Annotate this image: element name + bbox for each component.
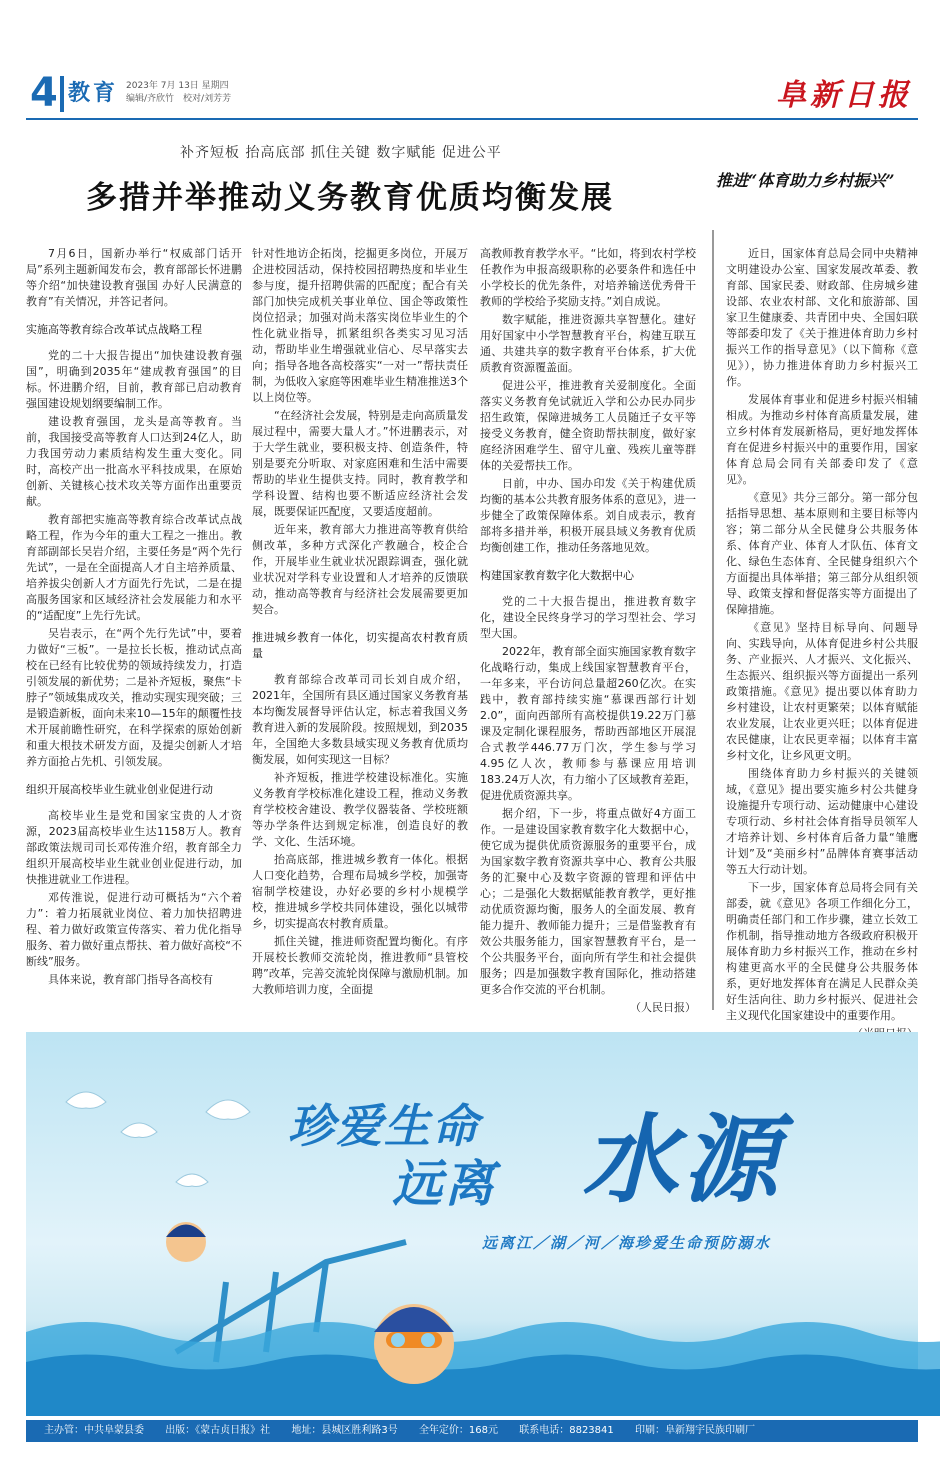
article-column-2 [252, 246, 468, 1016]
dove-icon [66, 1092, 250, 1187]
drowning-prevention-ad [26, 1032, 918, 1416]
subheading: 组织开展高校毕业生就业创业促进行动 [26, 783, 213, 796]
paragraph: 具体来说，教育部门指导各高校有 [48, 973, 213, 986]
paragraph: 《意见》坚持目标导向、问题导向、实践导向，从体育促进乡村公共服务、产业振兴、人才振兴、文化振兴、生态振兴、组织振兴等方面提出一系列政策措施。《意见》提出要以体育助力乡村建设，让农村更繁荣；以体育赋能农业发展，让农业更兴旺；以体育促进农民健康，让农民更幸福；以体育丰富乡村文化，让乡风更文明。 [726, 621, 918, 762]
section-title: 教育 [68, 81, 119, 106]
ad-subtitle: 远离江／湖／河／海珍爱生命预防溺水 [482, 1234, 772, 1252]
footer-printer: 印刷：阜新翔宇民族印刷厂 [634, 1425, 755, 1436]
paragraph: 近日，国家体育总局会同中央精神文明建设办公室、国家发展改革委、教育部、国家民委、财政部、住房城乡建设部、农业农村部、文化和旅游部、国家卫生健康委、共青团中央、全国妇联等部委印发了《关于推进体育助力乡村振兴工作的指导意见》（以下简称《意见》），协力推进体育助力乡村振兴工作。 [726, 247, 918, 388]
paragraph: 日前，中办、国办印发《关于构建优质均衡的基本公共教育服务体系的意见》，进一步健全了政策保障体系。刘自成表示，教育部将多措并举，积极开展县域义务教育优质均衡创建工作，推动任务落地见效。 [480, 477, 696, 554]
article-source: （人民日报） [630, 1001, 696, 1014]
dateline [126, 80, 231, 106]
paragraph: 高校毕业生是党和国家宝贵的人才资源，2023届高校毕业生达1158万人。教育部政策法规司司长邓传淮介绍，教育部全力组织开展高校毕业生就业创业促进行动，加快推进就业工作进程。 [26, 809, 242, 886]
masthead-divider [60, 76, 64, 112]
article-headline: 多措并举推动义务教育优质均衡发展 [86, 180, 614, 216]
paragraph: 党的二十大报告提出，推进教育数字化，建设全民终身学习的学习型社会、学习型大国。 [480, 595, 696, 640]
paragraph: 围绕体育助力乡村振兴的关键领域，《意见》提出要实施乡村公共健身设施提升专项行动、运动健康中心建设专项行动、乡村社会体育指导员领军人才培养计划、乡村体育后备力量“雏鹰计划”及“美丽乡村”品牌体育赛事活动等五大行动计划。 [726, 767, 918, 876]
header-rule [26, 118, 918, 120]
ad-title-large: 水源 [582, 1104, 782, 1216]
paragraph: 7月6日，国新办举行“权威部门话开局”系列主题新闻发布会，教育部部长怀进鹏等介绍“加快建设教育强国 办好人民满意的教育”有关情况，并答记者问。 [26, 247, 242, 308]
ad-title-line-2: 远离 [392, 1155, 496, 1213]
paragraph: 教育部把实施高等教育综合改革试点战略工程，作为今年的重大工程之一推出。教育部副部长吴岩介绍，主要任务是“两个先行先试”，一是在全面提高人才自主培养质量、培养拔尖创新人才方面先行先试，二是在提高服务国家和区域经济社会发展能力和水平的“适配度”上先行先试。 [26, 513, 242, 622]
paragraph: 针对性地访企拓岗，挖掘更多岗位，开展万企进校园活动，保持校园招聘热度和毕业生参与度，提升招聘供需的匹配度；配合有关部门加快完成机关事业单位、国企等政策性岗位招录；加强对尚未落实岗位毕业生的个性化就业指导，抓紧组织各类实习见习活动，帮助毕业生增强就业信心、尽早落实去向；指导各地各高校落实“一对一”帮扶责任制，为低收入家庭等困难毕业生精准推送3个以上岗位等。 [252, 247, 468, 404]
article-kicker: 补齐短板 抬高底部 抓住关键 数字赋能 促进公平 [180, 145, 502, 161]
paragraph: 抓住关键，推进师资配置均衡化。有序开展校长教师交流轮岗，推进教师“县管校聘”改革，完善交流轮岗保障与激励机制。加大教师培训力度，全面提 [252, 935, 468, 996]
paragraph: 《意见》共分三部分。第一部分包括指导思想、基本原则和主要目标等内容；第二部分从全民健身公共服务体系、体育产业、体育人才队伍、体育文化、绿色生态体育、全民健身组织六个方面提出具体举措；第三部分从组织领导、政策支撑和督促落实等方面提出了保障措施。 [726, 491, 918, 616]
paragraph: 发展体育事业和促进乡村振兴相辅相成。为推动乡村体育高质量发展，建立乡村体育发展新格局，更好地发挥体育在促进乡村振兴中的重要作用，国家体育总局会同有关部委印发了《意见》。 [726, 393, 918, 486]
swimmer-icon [374, 1304, 454, 1384]
paragraph: 近年来，教育部大力推进高等教育供给侧改革，多种方式深化产教融合，校企合作，开展毕业生就业状况跟踪调查，强化就业状况对学科专业设置和人才培养的反馈联动，推动高等教育与经济社会发展需要更加契合。 [252, 523, 468, 616]
article-column-1 [26, 246, 242, 1016]
paragraph: 数字赋能，推进资源共享智慧化。建好用好国家中小学智慧教育平台，构建互联互通、共建共享的数字教育平台体系，扩大优质教育资源覆盖面。 [480, 313, 696, 374]
subheading: 实施高等教育综合改革试点战略工程 [26, 323, 202, 336]
footer-phone: 联系电话：8823841 [519, 1425, 614, 1436]
paragraph: 邓传淮说，促进行动可概括为“六个着力”：着力拓展就业岗位、着力加快招聘进程、着力做好政策宣传落实、着力优化指导服务、着力做好重点帮扶、着力做好高校“不断线”服务。 [26, 891, 242, 968]
footer-address: 地址：县城区胜利路3号 [291, 1425, 398, 1436]
paragraph: 2022年，教育部全面实施国家教育数字化战略行动，集成上线国家智慧教育平台，一年多来，平台访问总量超260亿次。在实践中，教育部持续实施“慕课西部行计划2.0”，面向西部所有高校提供19.22万门慕课及定制化课程服务，帮助西部地区开展混合式教学446.77万门次，学生参与学习4.95亿人次，教师参与慕课应用培训183.24万人次，有力缩小了区域教育差距，促进优质资源共享。 [480, 645, 696, 802]
paragraph: “在经济社会发展，特别是走向高质量发展过程中，需要大量人才。”怀进鹏表示，对于大学生就业，要积极支持、创造条件，特别是要充分听取、对家庭困难和生活中需要帮助的毕业生提供支持。同时，教育教学和学科设置、结构也要不断适应经济社会发展，既要保证匹配度，又要适度超前。 [252, 409, 468, 518]
ad-title-line-1: 珍爱生命 [288, 1099, 480, 1153]
page-number: 4 [30, 70, 58, 116]
side-article-column [726, 246, 918, 1022]
masthead [26, 70, 918, 116]
footer-publisher: 出版：《蒙古贞日报》社 [165, 1425, 271, 1436]
page-footer [26, 1420, 918, 1442]
paragraph: 促进公平，推进教育关爱制度化。全面落实义务教育免试就近入学和公办民办同步招生政策，保障进城务工人员随迁子女平等接受义务教育，健全资助帮扶制度，做好家庭经济困难学生、留守儿童、残疾儿童等群体的关爱帮扶工作。 [480, 379, 696, 472]
issue-date: 2023年 7月 13日 星期四 [126, 81, 229, 91]
paragraph: 下一步，国家体育总局将会同有关部委，就《意见》各项工作细化分工，明确责任部门和工作步骤，建立长效工作机制，指导推动地方各级政府积极开展体育助力乡村振兴工作，推动在乡村构建更高水平的全民健身公共服务体系，更好地发挥体育在满足人民群众美好生活向往、助力乡村振兴、促进社会主义现代化国家建设中的重要作用。 [726, 881, 918, 1022]
paragraph: 党的二十大报告提出“加快建设教育强国”，明确到2035年“建成教育强国”的目标。怀进鹏介绍，目前，教育部已启动教育强国建设规划纲要编制工作。 [26, 349, 242, 410]
newspaper-logo: 阜新日报 [776, 78, 912, 113]
editors-credit: 编辑/齐欣竹 校对/刘芳芳 [126, 94, 232, 104]
paragraph: 高教师教育教学水平。“比如，将到农村学校任教作为申报高级职称的必要条件和选任中小学校长的优先条件，对培养输送优秀骨干教师的学校给予奖励支持。”刘自成说。 [480, 247, 696, 308]
paragraph: 补齐短板，推进学校建设标准化。实施义务教育学校标准化建设工程，推动义务教育学校校舍建设、教学仪器装备、学校班额等办学条件达到规定标准，创造良好的教学、文化、生活环境。 [252, 771, 468, 848]
paragraph: 吴岩表示，在“两个先行先试”中，要着力做好“三板”。一是拉长长板，推动试点高校在已经有比较优势的领域持续发力，打造引领发展的新优势；二是补齐短板，聚焦“卡脖子”领域集成攻关，推动实现实现突破；三是锻造新板，面向未来10—15年的颠覆性技术开展前瞻性研究，在科学探索的原始创新和重大根技术研发方面，及提尖创新人才培养方面抢占先机、引领发展。 [26, 627, 242, 768]
article-column-3 [480, 246, 696, 1016]
paragraph: 教育部综合改革司司长刘自成介绍，2021年，全国所有县区通过国家义务教育基本均衡发展督导评估认定，标志着我国义务教育进入新的发展阶段。按照规划，到2035年，全国绝大多数县域实现义务教育优质均衡发展，如何实现这一目标？ [252, 673, 468, 766]
paragraph: 建设教育强国，龙头是高等教育。当前，我国接受高等教育人口达到24亿人，助力我国劳动力素质结构发生重大变化。同时，高校产出一批高水平科技成果，在原始创新、关键核心技术攻关等方面作出重要贡献。 [26, 415, 242, 508]
paragraph: 抬高底部，推进城乡教育一体化。根据人口变化趋势，合理布局城乡学校，加强寄宿制学校建设，办好必要的乡村小规模学校，推进城乡学校共同体建设，强化以城带乡，切实提高农村教育质量。 [252, 853, 468, 930]
paragraph: 据介绍，下一步，将重点做好4方面工作。一是建设国家教育数字化大数据中心，使它成为提供优质资源服务的重要平台，成为国家数字教育资源共享中心、教育公共服务的汇聚中心及数字资源的管理和评估中心；二是强化大数据赋能教育教学，更好推动优质资源均衡，服务人的全面发展、教育能力提升、教师能力提升；三是借鉴教育有效公共服务能力，国家智慧教育平台，是一个公共服务平台，面向所有学生和社会提供服务；四是加强数字教育国际化，推动搭建更多合作交流的平台机制。 [480, 807, 696, 996]
side-article-headline: 推进“体育助力乡村振兴” [716, 171, 895, 190]
swimmer-icon [166, 1222, 206, 1262]
column-separator [712, 230, 714, 1010]
subheading: 构建国家教育数字化大数据中心 [480, 569, 634, 582]
footer-price: 全年定价：168元 [418, 1425, 499, 1436]
footer-sponsor: 主办管：中共阜蒙县委 [44, 1425, 144, 1436]
subheading: 推进城乡教育一体化，切实提高农村教育质量 [252, 631, 468, 660]
